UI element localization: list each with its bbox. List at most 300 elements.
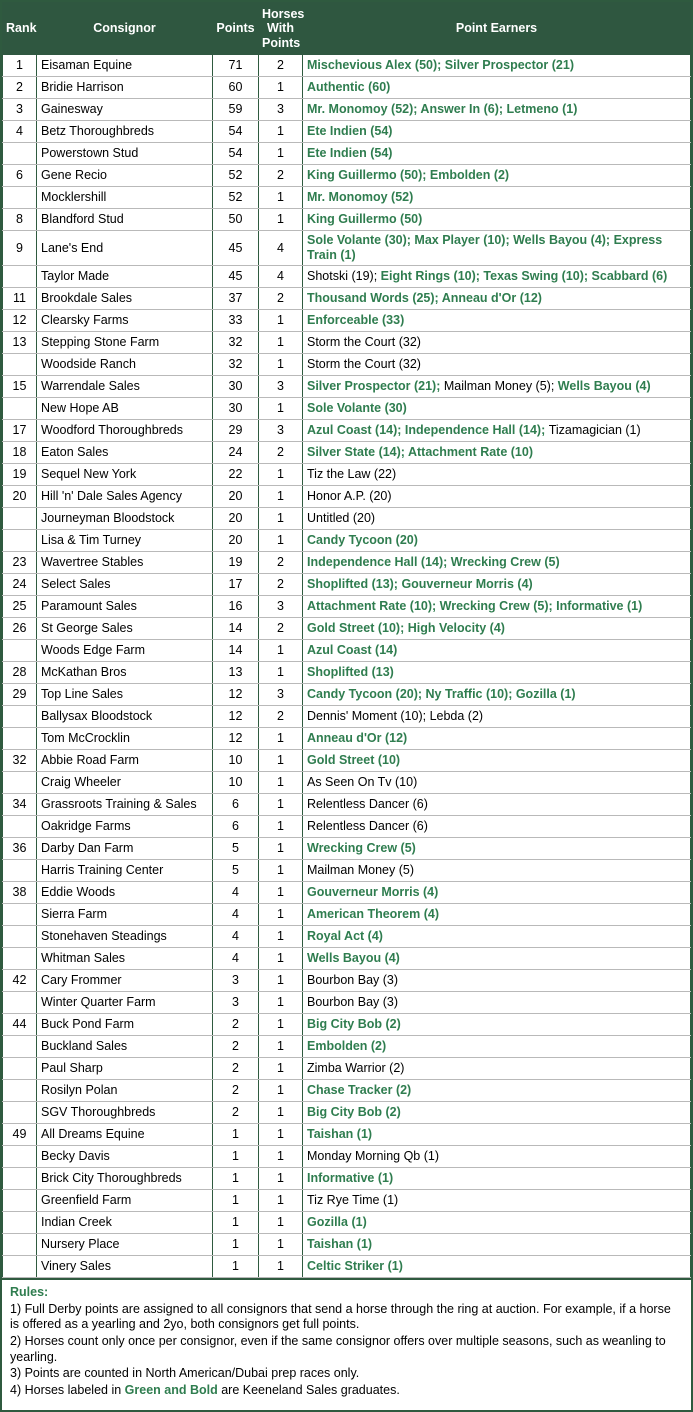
table-row: [3, 1212, 691, 1234]
cell-horses-with-points: 1: [259, 530, 303, 552]
point-earner-segment: Thousand Words (25); Anneau d'Or (12): [307, 291, 542, 306]
cell-consignor: Paul Sharp: [37, 1058, 213, 1080]
point-earner-segment: Relentless Dancer (6): [307, 797, 428, 812]
cell-horses-with-points: 1: [259, 816, 303, 838]
cell-point-earners: [303, 376, 691, 398]
cell-consignor: McKathan Bros: [37, 662, 213, 684]
cell-consignor: Oakridge Farms: [37, 816, 213, 838]
point-earner-segment: Big City Bob (2): [307, 1105, 401, 1120]
cell-horses-with-points: 3: [259, 596, 303, 618]
cell-rank: [3, 1058, 37, 1080]
point-earner-segment: Candy Tycoon (20): [307, 533, 418, 548]
column-header-horses-with-points: Horses With Points: [259, 3, 303, 55]
cell-horses-with-points: 1: [259, 332, 303, 354]
column-header-rank: Rank: [3, 3, 37, 55]
cell-point-earners: [303, 508, 691, 530]
cell-horses-with-points: 1: [259, 77, 303, 99]
cell-consignor: Eisaman Equine: [37, 55, 213, 77]
table-row: [3, 464, 691, 486]
cell-point-earners: [303, 794, 691, 816]
point-earner-segment: Mr. Monomoy (52): [307, 190, 414, 205]
point-earner-segment: Attachment Rate (10); Wrecking Crew (5); Informative (1): [307, 599, 643, 614]
cell-point-earners: [303, 530, 691, 552]
point-earner-segment: Untitled (20): [307, 511, 376, 526]
cell-points: 30: [213, 398, 259, 420]
cell-point-earners: [303, 1212, 691, 1234]
rule-text-segment: Green and Bold: [124, 1382, 218, 1397]
cell-horses-with-points: 2: [259, 706, 303, 728]
cell-horses-with-points: 1: [259, 508, 303, 530]
table-row: [3, 596, 691, 618]
cell-horses-with-points: 1: [259, 1058, 303, 1080]
cell-horses-with-points: 2: [259, 574, 303, 596]
point-earner-segment: Wells Bayou (4): [307, 951, 400, 966]
cell-rank: [3, 508, 37, 530]
rules-section: [2, 1278, 691, 1409]
table-row: [3, 310, 691, 332]
cell-consignor: Sierra Farm: [37, 904, 213, 926]
cell-consignor: Woodside Ranch: [37, 354, 213, 376]
cell-points: 54: [213, 143, 259, 165]
cell-points: 13: [213, 662, 259, 684]
point-earner-segment: Sole Volante (30): [307, 401, 407, 416]
cell-rank: [3, 926, 37, 948]
point-earner-segment: Zimba Warrior (2): [307, 1061, 405, 1076]
rule-text-segment: 2) Horses count only once per consignor, even if the same consignor offers over multiple seasons, such as weanling to yearling.: [10, 1334, 666, 1364]
table-row: [3, 165, 691, 187]
cell-horses-with-points: 1: [259, 728, 303, 750]
point-earner-segment: Enforceable (33): [307, 313, 405, 328]
point-earner-segment: Dennis' Moment (10); Lebda (2): [307, 709, 484, 724]
cell-consignor: Gainesway: [37, 99, 213, 121]
cell-rank: 28: [3, 662, 37, 684]
cell-points: 1: [213, 1124, 259, 1146]
cell-points: 32: [213, 332, 259, 354]
cell-consignor: Lane's End: [37, 231, 213, 266]
table-row: [3, 1234, 691, 1256]
cell-point-earners: [303, 1080, 691, 1102]
cell-points: 1: [213, 1190, 259, 1212]
cell-points: 12: [213, 728, 259, 750]
point-earner-segment: Tizamagician (1): [548, 423, 641, 438]
cell-points: 20: [213, 508, 259, 530]
cell-rank: 26: [3, 618, 37, 640]
cell-horses-with-points: 2: [259, 55, 303, 77]
cell-horses-with-points: 3: [259, 376, 303, 398]
cell-rank: [3, 1080, 37, 1102]
cell-points: 32: [213, 354, 259, 376]
cell-consignor: Whitman Sales: [37, 948, 213, 970]
table-row: [3, 992, 691, 1014]
cell-horses-with-points: 1: [259, 970, 303, 992]
cell-horses-with-points: 1: [259, 904, 303, 926]
table-row: [3, 1080, 691, 1102]
cell-horses-with-points: 1: [259, 486, 303, 508]
point-earner-segment: Bourbon Bay (3): [307, 973, 399, 988]
cell-rank: 6: [3, 165, 37, 187]
cell-rank: 12: [3, 310, 37, 332]
cell-horses-with-points: 1: [259, 310, 303, 332]
cell-horses-with-points: 1: [259, 143, 303, 165]
table-row: [3, 926, 691, 948]
cell-point-earners: [303, 1036, 691, 1058]
table-row: [3, 772, 691, 794]
cell-point-earners: [303, 662, 691, 684]
cell-point-earners: [303, 640, 691, 662]
rule-item: [10, 1302, 683, 1333]
cell-points: 4: [213, 926, 259, 948]
point-earner-segment: Eight Rings (10); Texas Swing (10); Scabbard (6): [380, 269, 668, 284]
cell-horses-with-points: 1: [259, 882, 303, 904]
cell-point-earners: [303, 838, 691, 860]
cell-point-earners: [303, 904, 691, 926]
cell-rank: 36: [3, 838, 37, 860]
point-earner-segment: Storm the Court (32): [307, 357, 421, 372]
header-row: [3, 3, 691, 55]
column-header-consignor: Consignor: [37, 3, 213, 55]
cell-points: 12: [213, 684, 259, 706]
cell-point-earners: [303, 1102, 691, 1124]
cell-horses-with-points: 1: [259, 772, 303, 794]
cell-points: 54: [213, 121, 259, 143]
cell-horses-with-points: 1: [259, 464, 303, 486]
cell-points: 6: [213, 816, 259, 838]
cell-rank: 42: [3, 970, 37, 992]
cell-consignor: SGV Thoroughbreds: [37, 1102, 213, 1124]
cell-point-earners: [303, 1058, 691, 1080]
table-header: [3, 3, 691, 55]
table-row: [3, 662, 691, 684]
cell-consignor: Rosilyn Polan: [37, 1080, 213, 1102]
cell-horses-with-points: 1: [259, 1234, 303, 1256]
cell-consignor: All Dreams Equine: [37, 1124, 213, 1146]
table-row: [3, 332, 691, 354]
cell-rank: 25: [3, 596, 37, 618]
point-earner-segment: Silver State (14); Attachment Rate (10): [307, 445, 533, 460]
point-earner-segment: King Guillermo (50); Embolden (2): [307, 168, 510, 183]
cell-consignor: Powerstown Stud: [37, 143, 213, 165]
point-earner-segment: King Guillermo (50): [307, 212, 423, 227]
cell-points: 60: [213, 77, 259, 99]
column-header-points: Points: [213, 3, 259, 55]
point-earner-segment: Mailman Money (5);: [443, 379, 558, 394]
cell-points: 2: [213, 1036, 259, 1058]
point-earner-segment: As Seen On Tv (10): [307, 775, 418, 790]
table-row: [3, 816, 691, 838]
cell-horses-with-points: 1: [259, 1102, 303, 1124]
cell-point-earners: [303, 1234, 691, 1256]
cell-consignor: Eddie Woods: [37, 882, 213, 904]
cell-point-earners: [303, 618, 691, 640]
point-earner-segment: Relentless Dancer (6): [307, 819, 428, 834]
cell-consignor: Mocklershill: [37, 187, 213, 209]
point-earner-segment: Wrecking Crew (5): [307, 841, 416, 856]
table-row: [3, 1124, 691, 1146]
table-row: [3, 574, 691, 596]
cell-point-earners: [303, 772, 691, 794]
point-earner-segment: Honor A.P. (20): [307, 489, 392, 504]
cell-horses-with-points: 1: [259, 1168, 303, 1190]
cell-rank: 8: [3, 209, 37, 231]
cell-point-earners: [303, 288, 691, 310]
cell-points: 6: [213, 794, 259, 816]
point-earner-segment: Tiz the Law (22): [307, 467, 397, 482]
cell-points: 71: [213, 55, 259, 77]
cell-points: 4: [213, 948, 259, 970]
cell-horses-with-points: 1: [259, 187, 303, 209]
cell-rank: [3, 1102, 37, 1124]
cell-horses-with-points: 3: [259, 420, 303, 442]
cell-horses-with-points: 1: [259, 354, 303, 376]
cell-rank: [3, 1256, 37, 1278]
cell-point-earners: [303, 209, 691, 231]
point-earner-segment: Bourbon Bay (3): [307, 995, 399, 1010]
cell-points: 29: [213, 420, 259, 442]
cell-horses-with-points: 2: [259, 442, 303, 464]
point-earner-segment: Gozilla (1): [307, 1215, 367, 1230]
cell-rank: [3, 772, 37, 794]
cell-rank: 34: [3, 794, 37, 816]
cell-rank: [3, 1168, 37, 1190]
cell-horses-with-points: 2: [259, 288, 303, 310]
point-earner-segment: Authentic (60): [307, 80, 391, 95]
cell-consignor: Darby Dan Farm: [37, 838, 213, 860]
cell-horses-with-points: 1: [259, 1146, 303, 1168]
cell-consignor: Grassroots Training & Sales: [37, 794, 213, 816]
cell-point-earners: [303, 1168, 691, 1190]
cell-points: 5: [213, 860, 259, 882]
point-earner-segment: Ete Indien (54): [307, 146, 393, 161]
point-earner-segment: Shoplifted (13): [307, 665, 394, 680]
cell-rank: 19: [3, 464, 37, 486]
table-row: [3, 530, 691, 552]
table-row: [3, 882, 691, 904]
cell-points: 2: [213, 1080, 259, 1102]
cell-point-earners: [303, 231, 691, 266]
cell-consignor: Abbie Road Farm: [37, 750, 213, 772]
cell-point-earners: [303, 750, 691, 772]
cell-rank: [3, 398, 37, 420]
cell-points: 20: [213, 486, 259, 508]
point-earner-segment: Mr. Monomoy (52); Answer In (6); Letmeno (1): [307, 102, 578, 117]
table-row: [3, 794, 691, 816]
table-row: [3, 231, 691, 266]
rule-text-segment: 3) Points are counted in North American/Dubai prep races only.: [10, 1366, 360, 1381]
table-row: [3, 904, 691, 926]
point-earner-segment: Shoplifted (13); Gouverneur Morris (4): [307, 577, 533, 592]
cell-points: 3: [213, 992, 259, 1014]
cell-horses-with-points: 1: [259, 992, 303, 1014]
table-row: [3, 1256, 691, 1278]
cell-point-earners: [303, 552, 691, 574]
point-earner-segment: Azul Coast (14); Independence Hall (14);: [307, 423, 549, 438]
table-row: [3, 970, 691, 992]
cell-point-earners: [303, 464, 691, 486]
cell-rank: [3, 948, 37, 970]
cell-rank: 24: [3, 574, 37, 596]
cell-rank: [3, 1212, 37, 1234]
cell-horses-with-points: 1: [259, 1124, 303, 1146]
cell-rank: [3, 1036, 37, 1058]
cell-rank: [3, 1190, 37, 1212]
cell-horses-with-points: 1: [259, 794, 303, 816]
cell-consignor: Top Line Sales: [37, 684, 213, 706]
table-row: [3, 99, 691, 121]
cell-point-earners: [303, 574, 691, 596]
point-earner-segment: Informative (1): [307, 1171, 394, 1186]
cell-point-earners: [303, 860, 691, 882]
cell-consignor: Becky Davis: [37, 1146, 213, 1168]
cell-rank: 23: [3, 552, 37, 574]
cell-rank: [3, 143, 37, 165]
cell-consignor: Warrendale Sales: [37, 376, 213, 398]
cell-consignor: Brick City Thoroughbreds: [37, 1168, 213, 1190]
cell-points: 3: [213, 970, 259, 992]
cell-consignor: Buckland Sales: [37, 1036, 213, 1058]
cell-point-earners: [303, 816, 691, 838]
cell-consignor: Winter Quarter Farm: [37, 992, 213, 1014]
table-row: [3, 552, 691, 574]
cell-points: 30: [213, 376, 259, 398]
cell-consignor: Indian Creek: [37, 1212, 213, 1234]
cell-consignor: Harris Training Center: [37, 860, 213, 882]
point-earner-segment: Chase Tracker (2): [307, 1083, 412, 1098]
cell-point-earners: [303, 165, 691, 187]
cell-rank: 38: [3, 882, 37, 904]
cell-points: 52: [213, 165, 259, 187]
cell-point-earners: [303, 442, 691, 464]
rule-text-segment: 1) Full Derby points are assigned to all consignors that send a horse through the ring at auction. For example, if a horse is offered as a yearling and 2yo, both consignors get full points.: [10, 1301, 671, 1332]
rule-item: [10, 1383, 683, 1399]
cell-point-earners: [303, 354, 691, 376]
cell-rank: [3, 860, 37, 882]
cell-consignor: Stonehaven Steadings: [37, 926, 213, 948]
cell-points: 45: [213, 231, 259, 266]
cell-rank: [3, 1234, 37, 1256]
cell-rank: [3, 816, 37, 838]
cell-consignor: Buck Pond Farm: [37, 1014, 213, 1036]
cell-rank: [3, 187, 37, 209]
point-earner-segment: Royal Act (4): [307, 929, 383, 944]
cell-rank: 4: [3, 121, 37, 143]
cell-points: 33: [213, 310, 259, 332]
cell-consignor: Woods Edge Farm: [37, 640, 213, 662]
point-earner-segment: Silver Prospector (21);: [307, 379, 444, 394]
cell-horses-with-points: 1: [259, 662, 303, 684]
cell-point-earners: [303, 420, 691, 442]
point-earner-segment: Tiz Rye Time (1): [307, 1193, 399, 1208]
cell-consignor: Taylor Made: [37, 266, 213, 288]
cell-points: 50: [213, 209, 259, 231]
cell-rank: 2: [3, 77, 37, 99]
table-row: [3, 121, 691, 143]
cell-points: 1: [213, 1256, 259, 1278]
cell-point-earners: [303, 882, 691, 904]
cell-consignor: Clearsky Farms: [37, 310, 213, 332]
cell-rank: 20: [3, 486, 37, 508]
cell-points: 2: [213, 1102, 259, 1124]
cell-rank: 11: [3, 288, 37, 310]
point-earner-segment: Shotski (19);: [307, 269, 381, 284]
point-earner-segment: Gouverneur Morris (4): [307, 885, 439, 900]
cell-horses-with-points: 1: [259, 838, 303, 860]
cell-horses-with-points: 1: [259, 1212, 303, 1234]
point-earner-segment: Mischevious Alex (50); Silver Prospector (21): [307, 58, 574, 73]
cell-point-earners: [303, 398, 691, 420]
cell-points: 19: [213, 552, 259, 574]
cell-rank: [3, 1146, 37, 1168]
cell-consignor: Ballysax Bloodstock: [37, 706, 213, 728]
table-row: [3, 1036, 691, 1058]
point-earner-segment: Sole Volante (30); Max Player (10); Wells Bayou (4); Express Train (1): [307, 233, 663, 263]
cell-rank: 17: [3, 420, 37, 442]
table-row: [3, 55, 691, 77]
point-earner-segment: Celtic Striker (1): [307, 1259, 403, 1274]
cell-points: 52: [213, 187, 259, 209]
point-earner-segment: Big City Bob (2): [307, 1017, 401, 1032]
cell-point-earners: [303, 596, 691, 618]
point-earner-segment: Candy Tycoon (20); Ny Traffic (10); Gozilla (1): [307, 687, 576, 702]
cell-points: 2: [213, 1058, 259, 1080]
cell-points: 1: [213, 1212, 259, 1234]
point-earner-segment: Taishan (1): [307, 1237, 373, 1252]
cell-points: 4: [213, 882, 259, 904]
table-row: [3, 1102, 691, 1124]
consignor-points-table: [2, 2, 691, 1278]
point-earner-segment: Anneau d'Or (12): [307, 731, 408, 746]
point-earner-segment: Monday Morning Qb (1): [307, 1149, 440, 1164]
cell-point-earners: [303, 266, 691, 288]
cell-point-earners: [303, 1146, 691, 1168]
point-earner-segment: Gold Street (10); High Velocity (4): [307, 621, 505, 636]
cell-point-earners: [303, 728, 691, 750]
cell-points: 22: [213, 464, 259, 486]
point-earner-segment: Taishan (1): [307, 1127, 373, 1142]
cell-consignor: Bridie Harrison: [37, 77, 213, 99]
cell-points: 5: [213, 838, 259, 860]
cell-horses-with-points: 1: [259, 1080, 303, 1102]
table-row: [3, 640, 691, 662]
table-row: [3, 354, 691, 376]
table-row: [3, 1058, 691, 1080]
cell-points: 1: [213, 1146, 259, 1168]
table-row: [3, 187, 691, 209]
cell-rank: [3, 354, 37, 376]
table-row: [3, 77, 691, 99]
table-row: [3, 209, 691, 231]
cell-points: 10: [213, 750, 259, 772]
cell-consignor: New Hope AB: [37, 398, 213, 420]
cell-points: 45: [213, 266, 259, 288]
cell-horses-with-points: 2: [259, 165, 303, 187]
cell-horses-with-points: 4: [259, 231, 303, 266]
cell-consignor: Hill 'n' Dale Sales Agency: [37, 486, 213, 508]
cell-rank: 13: [3, 332, 37, 354]
cell-horses-with-points: 1: [259, 750, 303, 772]
table-row: [3, 1146, 691, 1168]
cell-consignor: Select Sales: [37, 574, 213, 596]
cell-rank: [3, 706, 37, 728]
table-row: [3, 684, 691, 706]
cell-consignor: Gene Recio: [37, 165, 213, 187]
cell-horses-with-points: 1: [259, 209, 303, 231]
cell-points: 4: [213, 904, 259, 926]
rules-title: Rules:: [10, 1285, 49, 1300]
cell-horses-with-points: 1: [259, 1256, 303, 1278]
cell-points: 1: [213, 1234, 259, 1256]
cell-consignor: Cary Frommer: [37, 970, 213, 992]
point-earner-segment: Mailman Money (5): [307, 863, 414, 878]
